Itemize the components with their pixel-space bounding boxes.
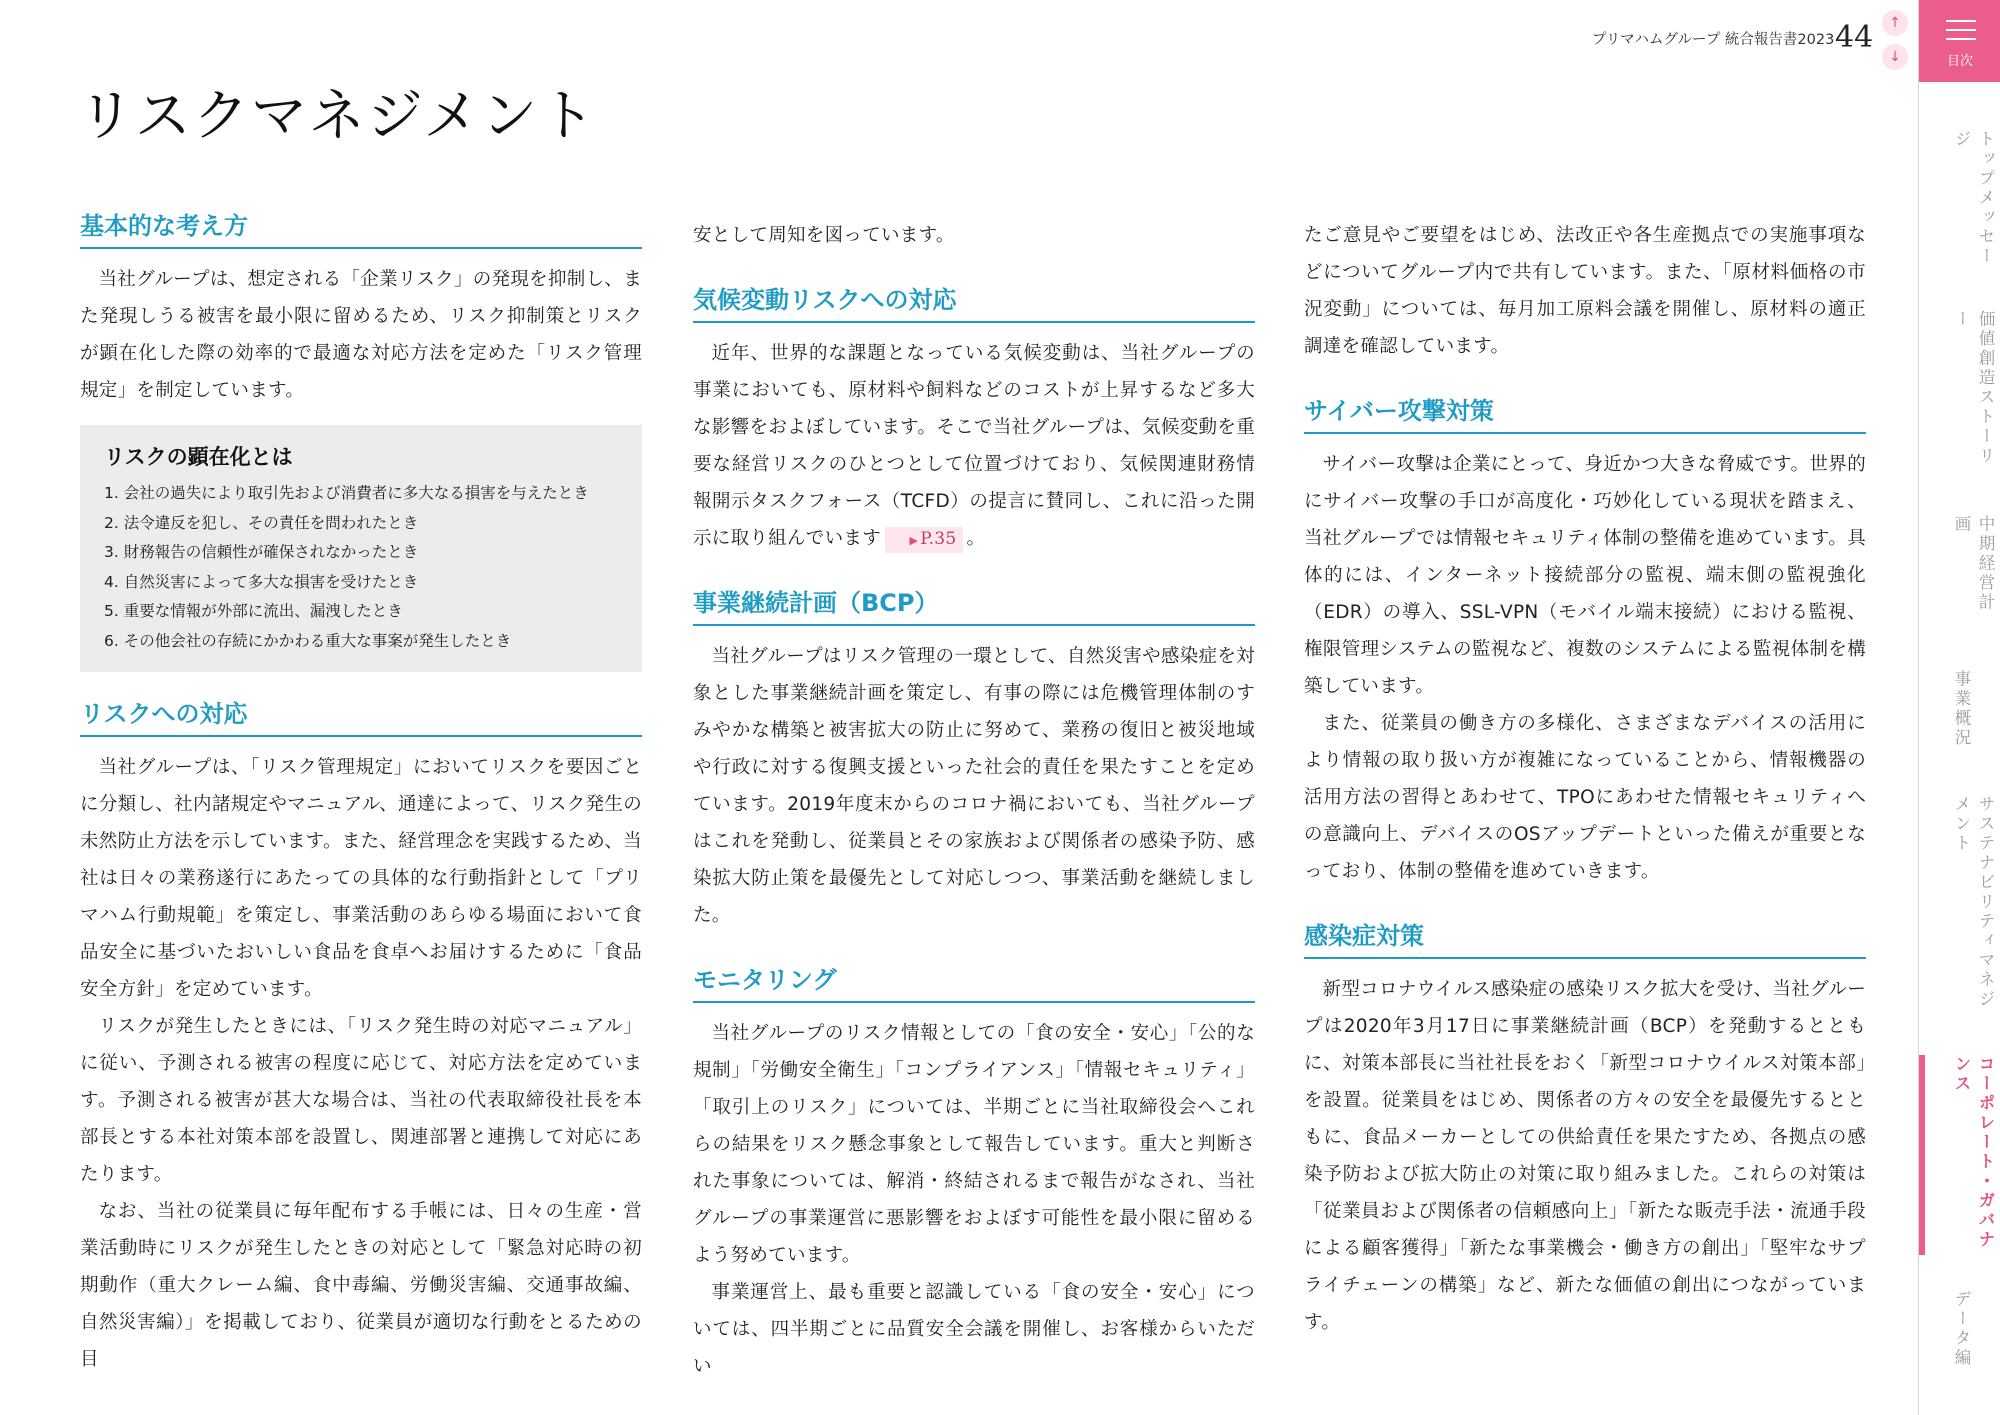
section-heading-cyber-security: サイバー攻撃対策: [1304, 391, 1866, 434]
paragraph: たご意見やご要望をはじめ、法改正や各生産拠点での実施事項などについてグループ内で共有しています。また、「原材料価格の市況変動」については、毎月加工原料会議を開催し、原材料の適正調達を確認しています。: [1304, 225, 1866, 357]
box-title: リスクの顕在化とは: [104, 445, 293, 469]
page-reference-link[interactable]: ▶ P.35: [885, 527, 963, 553]
report-title: プリマハムグループ 統合報告書2023: [1592, 32, 1835, 48]
paragraph: 近年、世界的な課題となっている気候変動は、当社グループの事業においても、原材料や飼料などのコストが上昇するなど多大な影響をおよぼしています。そこで当社グループは、気候変動を重要な経営リスクのひとつとして位置づけており、気候関連財務情報開示タスクフォース（TCFD）の提言に賛同し、これに沿った開示に取り組んでいます ▶ P.35 。: [693, 335, 1255, 557]
paragraph: 当社グループは、想定される「企業リスク」の発現を抑制し、また発現しうる被害を最小限に留めるため、リスク抑制策とリスクが顕在化した際の効率的で最適な対応方法を定めた「リスク管理規定」を制定しています。: [80, 269, 642, 401]
column-3: [1304, 206, 1866, 1341]
paragraph: 事業運営上、最も重要と認識している「食の安全・安心」については、四半期ごとに品質安全会議を開催し、お客様からいただい: [693, 1282, 1255, 1377]
column-2: [693, 206, 1255, 1385]
menu-label: 目次: [1946, 54, 1973, 69]
sidebar-item-corporate-governance[interactable]: コーポレート・ガバナンス: [1919, 1055, 2000, 1255]
paragraph: 当社グループは、「リスク管理規定」においてリスクを要因ごとに分類し、社内諸規定やマニュアル、通達によって、リスク発生の未然防止方法を示しています。また、経営理念を実践するため、当社は日々の業務遂行にあたっての具体的な行動指針として「プリマハム行動規範」を策定し、事業活動のあらゆる場面において食品安全に基づいたおいしい食品を食卓へお届けするために「食品安全方針」を定めています。: [80, 757, 642, 1000]
sidebar-item-business-overview[interactable]: 事業概況: [1952, 670, 1971, 748]
column-1: [80, 206, 642, 1378]
section-heading-infection-control: 感染症対策: [1304, 916, 1866, 959]
list-item: 6. その他会社の存続にかかわる重大な事案が発生したとき: [104, 631, 512, 650]
page-number: 44: [1835, 20, 1874, 55]
table-of-contents-button[interactable]: [1919, 0, 2000, 82]
risk-definition-box: [80, 425, 642, 672]
sidebar-item-sustainability[interactable]: サステナビリティマネジメント: [1952, 795, 1995, 1010]
section-heading-monitoring: モニタリング: [693, 960, 1255, 1003]
list-item: 4. 自然災害によって多大な損害を受けたとき: [104, 572, 419, 591]
paragraph: リスクが発生したときには、「リスク発生時の対応マニュアル」に従い、予測される被害の程度に応じて、対応方法を定めています。予測される被害が甚大な場合は、当社の代表取締役社長を本部長とする本社対策本部を設置し、関連部署と連携して対応にあたります。: [80, 1016, 642, 1185]
page-title: リスクマネジメント: [78, 84, 598, 149]
page-up-button[interactable]: [1882, 10, 1908, 36]
paragraph: なお、当社の従業員に毎年配布する手帳には、日々の生産・営業活動時にリスクが発生したときの対応として「緊急対応時の初期動作（重大クレーム編、食中毒編、労働災害編、交通事故編、自然災害編）」を掲載しており、従業員が適切な行動をとるための目: [80, 1201, 642, 1370]
section-heading-climate-risk: 気候変動リスクへの対応: [693, 280, 1255, 323]
section-heading-risk-response: リスクへの対応: [80, 694, 642, 737]
page-down-button[interactable]: [1882, 44, 1908, 70]
paragraph: サイバー攻撃は企業にとって、身近かつ大きな脅威です。世界的にサイバー攻撃の手口が高度化・巧妙化している現状を踏まえ、当社グループでは情報セキュリティ体制の整備を進めています。具体的には、インターネット接続部分の監視、端末側の監視強化（EDR）の導入、SSL-VPN（モバイル端末接続）における監視、権限管理システムの監視など、複数のシステムによる監視体制を構築しています。: [1304, 454, 1866, 697]
sidebar-item-data[interactable]: データ編: [1952, 1290, 1971, 1368]
triangle-right-icon: ▶: [909, 534, 919, 547]
arrow-up-icon: ↑: [1889, 15, 1901, 31]
list-item: 2. 法令違反を犯し、その責任を問われたとき: [104, 513, 419, 532]
arrow-down-icon: ↓: [1889, 49, 1901, 65]
sidebar-item-value-creation[interactable]: 価値創造ストーリー: [1952, 310, 1995, 466]
sidebar-item-top-message[interactable]: トップメッセージ: [1952, 130, 1995, 267]
paragraph: 新型コロナウイルス感染症の感染リスク拡大を受け、当社グループは2020年3月17日に事業継続計画（BCP）を発動するとともに、対策本部長に当社社長をおく「新型コロナウイルス対策本部」を設置。従業員をはじめ、関係者の方々の安全を最優先するとともに、食品メーカーとしての供給責任を果たすため、各拠点の感染予防および拡大防止の対策に取り組みました。これらの対策は「従業員および関係者の信頼感向上」「新たな販売手法・流通手段による顧客獲得」「新たな事業機会・働き方の創出」「堅牢なサプライチェーンの構築」など、新たな価値の創出につながっています。: [1304, 979, 1866, 1333]
section-heading-basic-policy: 基本的な考え方: [80, 206, 642, 249]
list-item: 5. 重要な情報が外部に流出、漏洩したとき: [104, 602, 403, 620]
paragraph: 当社グループはリスク管理の一環として、自然災害や感染症を対象とした事業継続計画を策定し、有事の際には危機管理体制のすみやかな構築と被害拡大の防止に努めて、業務の復旧と被災地域や行政に対する復興支援といった社会的責任を果たすことを定めています。2019年度末からのコロナ禍においても、当社グループはこれを発動し、従業員とその家族および関係者の感染予防、感染拡大防止策を最優先として対応しつつ、事業活動を継続しました。: [693, 646, 1255, 926]
active-indicator: [1919, 1055, 1925, 1255]
menu-icon: [1946, 20, 1976, 22]
paragraph: 安として周知を図っています。: [693, 225, 955, 246]
paragraph: 当社グループのリスク情報としての「食の安全・安心」「公的な規制」「労働安全衛生」「コンプライアンス」「情報セキュリティ」「取引上のリスク」については、半期ごとに当社取締役会へこれらの結果をリスク懸念事象として報告しています。重大と判断された事象については、解消・終結されるまで報告がなされ、当社グループの事業運営に悪影響をおよぼす可能性を最小限に留めるよう努めています。: [693, 1023, 1255, 1266]
list-item: 1. 会社の過失により取引先および消費者に多大なる損害を与えたとき: [104, 484, 589, 502]
paragraph: また、従業員の働き方の多様化、さまざまなデバイスの活用により情報の取り扱い方が複雑になっていることから、情報機器の活用方法の習得とあわせて、TPOにあわせた情報セキュリティへの意識向上、デバイスのOSアップデートといった備えが重要となっており、体制の整備を進めていきます。: [1304, 713, 1866, 882]
list-item: 3. 財務報告の信頼性が確保されなかったとき: [104, 543, 419, 561]
sidebar: [1918, 0, 2000, 1415]
section-heading-bcp: 事業継続計画（BCP）: [693, 583, 1255, 626]
sidebar-item-mid-term-plan[interactable]: 中期経営計画: [1952, 515, 1995, 613]
